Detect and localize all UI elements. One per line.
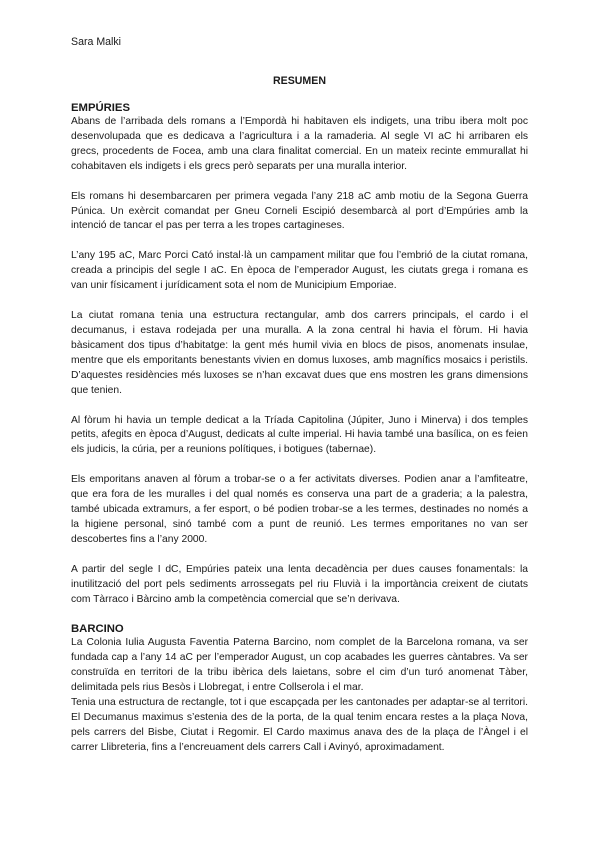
paragraph: Els emporitans anaven al fòrum a trobar-se o a fer activitats diverses. Podien anar a l’amfiteatre, que era fora de les muralles i del qual només es conserva una part de a graderia; a la palestra, també ubicada extramurs, a fer esport, o bé podien trobar-se a les termes, destinades no només a la higiene personal, sinó també com a punt de reunió. Les termes emporitanes no van ser descobertes fins a l’any 2000. — [71, 474, 528, 545]
paragraph: Al fòrum hi havia un temple dedicat a la Tríada Capitolina (Júpiter, Juno i Minerva) i dos temples petits, afegits en època d’August, dedicats al culte imperial. Hi havia també una basílica, on es feien els judicis, la cúria, per a reunions polítiques, i botigues (tabernae). — [71, 414, 528, 456]
document-title: RESUMEN — [273, 75, 326, 87]
author-name: Sara Malki — [71, 36, 122, 48]
paragraph: Abans de l’arribada dels romans a l’Empordà hi habitaven els indigets, una tribu ibera molt poc desenvolupada que es dedicava a l’agricultura i a la ramaderia. Al segle VI aC hi arribaren els grecs, procedents de Focea, amb una clara finalitat comercial. En un mateix recinte emmurallat hi cohabitaven els indigets i els grecs però separats per una muralla interior. — [71, 116, 528, 172]
paragraph: A partir del segle I dC, Empúries pateix una lenta decadència per dues causes fonamentals: la inutilització del port pels sediments arrossegats pel riu Fluvià i la importància creixent de ciutats com Tàrraco i Bàrcino amb la competència comercial que se’n derivava. — [71, 563, 528, 605]
paragraph: L’any 195 aC, Marc Porci Cató instal·là un campament militar que fou l’embrió de la ciutat romana, creada a principis del segle I aC. En època de l’emperador August, les ciutats grega i romana es van unir físicament i jurídicament sota el nom de Municipium Emporiae. — [71, 250, 528, 292]
paragraph: Tenia una estructura de rectangle, tot i que escapçada per les cantonades per adaptar-se al territori. El Decumanus maximus s’estenia des de la porta, de la qual tenim encara restes a la plaça Nova, pels carrers del Bisbe, Ciutat i Regomir. El Cardo maximus anava des de la plaça de l’Àngel i el carrer Llibreteria, fins a l’encreuament dels carrers Call i Avinyó, aproximadament. — [71, 697, 528, 753]
paragraph: La ciutat romana tenia una estructura rectangular, amb dos carrers principals, el cardo i el decumanus, i estava rodejada per una muralla. A la zona central hi havia el fòrum. Hi havia bàsicament dos tipus d’habitatge: la gent més humil vivia en blocs de pisos, anomenats insulae, mentre que els emporitants benestants vivien en domus luxoses, amb magnífics mosaics i peristils. D’aquestes residències més luxoses se n’han excavat dues que ens mostren les grans dimensions que tenien. — [71, 310, 528, 396]
paragraph: Els romans hi desembarcaren per primera vegada l’any 218 aC amb motiu de la Segona Guerra Púnica. Un exèrcit comandat per Gneu Corneli Escipió desembarcà al port d’Empúries amb la intenció de tancar el pas per terra a les tropes cartagineses. — [71, 190, 528, 232]
section-heading-barcino: BARCINO — [71, 623, 124, 636]
section-empories — [71, 101, 528, 607]
section-barcino — [71, 622, 528, 755]
section-heading-empories: EMPÚRIES — [71, 102, 131, 114]
paragraph: La Colonia Iulia Augusta Faventia Paterna Barcino, nom complet de la Barcelona romana, va ser fundada cap a l’any 14 aC per l’emperador August, un cop acabades les guerres càntabres. Va ser construïda en territori de la tribu ibèrica dels laietans, sobre el cim d’un turó anomenat Tàber, delimitada pels rius Besòs i Llobregat, i entre Collserola i el mar. — [71, 637, 528, 694]
